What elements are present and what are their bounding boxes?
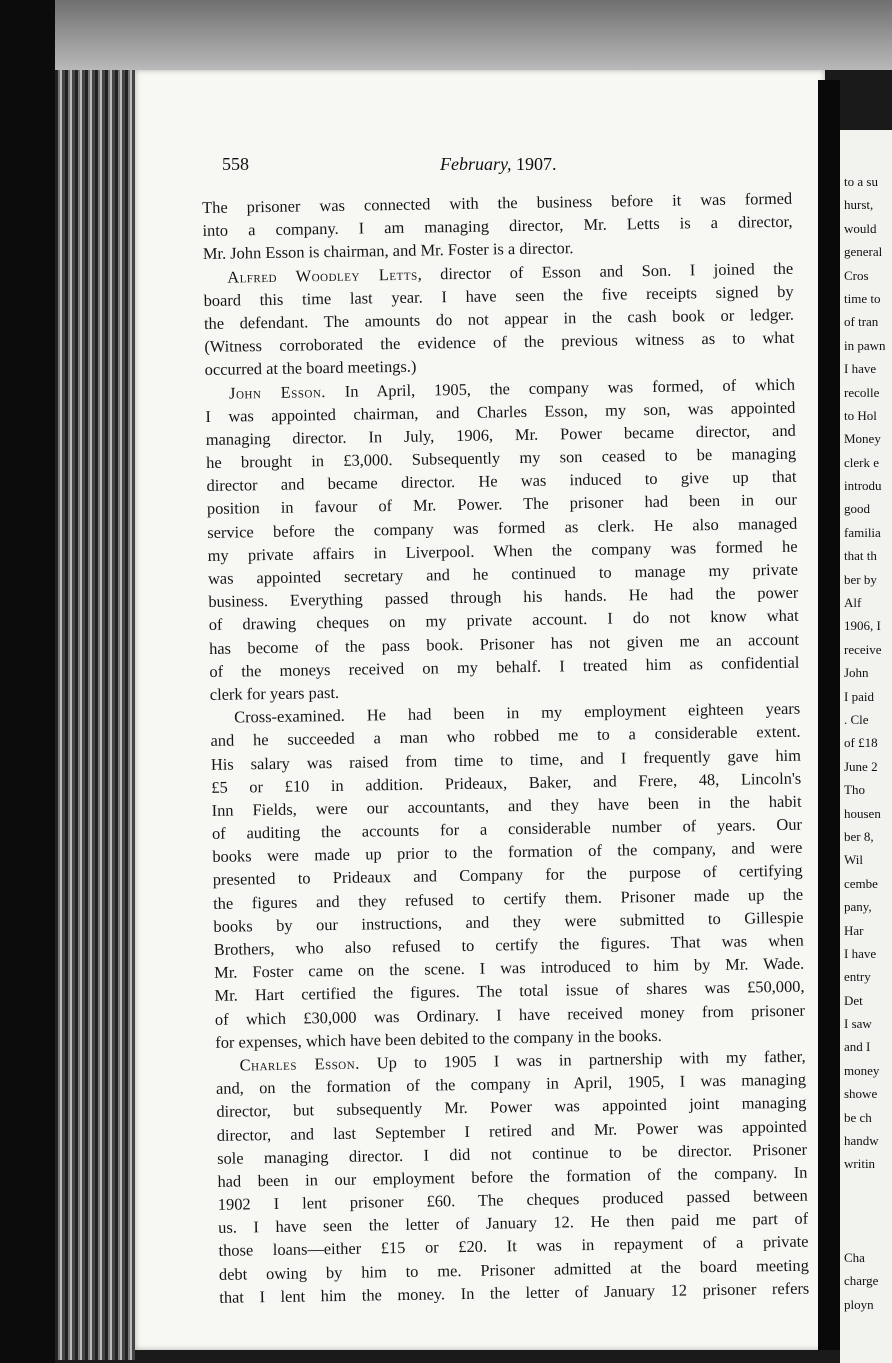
adjacent-page-line: I have (844, 361, 877, 377)
text-line: occurred at the board meetings.) (204, 356, 417, 380)
text-line-rest: In April, 1905, the company was formed, of which (325, 374, 796, 401)
adjacent-page-line: Tho (844, 782, 865, 798)
text-line: Mr. Hart certified the figures. The total issue of shares was £50,000, (214, 977, 805, 1006)
text-line: had been in our employment before the formation of the company. In (217, 1162, 808, 1191)
text-line: director, and last September I retired and Mr. Power was appointed (216, 1116, 807, 1145)
adjacent-page-line: handw (844, 1133, 879, 1149)
speaker-name: Alfred Woodley Letts (227, 264, 418, 287)
text-line: of auditing the accounts for a considerable number of years. Our (211, 814, 803, 843)
text-line: and, on the formation of the company in April, 1905, I was managing (215, 1069, 807, 1099)
text-line: His salary was raised from time to time, and I frequently gave him (210, 745, 801, 774)
adjacent-page-line: housen (844, 805, 881, 821)
adjacent-page-line: ber 8, (844, 828, 874, 844)
text-line: clerk for years past. (209, 682, 340, 704)
adjacent-page-line: John (844, 665, 869, 681)
text-line: books by our instructions, and they were submitted to Gillespie (213, 907, 804, 936)
text-line: 1902 I lent prisoner £60. The cheques produced passed between (217, 1185, 808, 1214)
text-line: (Witness corroborated the evidence of the previous witness as to what (204, 327, 795, 357)
adjacent-page-line: introdu (844, 478, 882, 494)
adjacent-page-line: Wil (844, 852, 863, 868)
text-line: debt owing by him to me. Prisoner admitted at the board meeting (218, 1255, 810, 1284)
adjacent-page-line: showe (844, 1086, 878, 1102)
adjacent-page-line: Money (844, 431, 881, 447)
text-line: sole managing director. I did not continue to be director. Prisoner (216, 1139, 808, 1168)
text-line-rest: Up to 1905 I was in partnership with my father, (359, 1046, 806, 1073)
adjacent-page-line: good (844, 501, 870, 517)
text-line: was appointed secretary and he continued to manage my private (207, 559, 799, 588)
text-line: I was appointed chairman, and Charles Esson, my son, was appointed (205, 397, 796, 426)
text-line: of the moneys received on my behalf. I treated him as confidential (209, 652, 800, 681)
text-line-rest: , director of Esson and Son. I joined the (417, 258, 794, 284)
adjacent-page-line: pany, (844, 899, 872, 915)
speaker-name: Charles Esson. (239, 1053, 360, 1075)
text-line: board this time last year. I have seen the five receipts signed by (203, 281, 794, 310)
adjacent-page-line: of tran (844, 314, 879, 330)
text-line: director and became director. He was induced to give up that (206, 466, 797, 496)
adjacent-page-line: Cros (844, 267, 869, 283)
adjacent-page-line: money (844, 1062, 880, 1078)
scan-top-border (0, 0, 892, 70)
text-line: of which £30,000 was Ordinary. I have received money from prisoner (214, 1000, 806, 1029)
text-line: the defendant. The amounts do not appear in the cash book or ledger. (203, 304, 795, 333)
text-line: my private affairs in Liverpool. When the company was formed he (207, 536, 798, 565)
adjacent-page-line: time to (844, 290, 881, 306)
text-line: and he succeeded a man who robbed me to a considerable extent. (210, 721, 801, 751)
text-line: position in favour of Mr. Power. The prisoner had been in our (206, 490, 797, 519)
text-line: Mr. John Esson is chairman, and Mr. Foster is a director. (202, 238, 574, 264)
adjacent-page-line: clerk e (844, 454, 880, 470)
adjacent-page-fragment (840, 130, 892, 1363)
scan-left-border (0, 0, 55, 1363)
adjacent-page-line (844, 1223, 892, 1246)
adjacent-page-line: familia (844, 524, 881, 540)
adjacent-page-line: writin (844, 1156, 876, 1172)
text-line: £5 or £10 in addition. Prideaux, Baker, and Frere, 48, Lincoln's (211, 768, 802, 797)
text-line: us. I have seen the letter of January 12. He then paid me part of (218, 1208, 809, 1238)
text-line: Inn Fields, were our accountants, and they have been in the habit (211, 791, 802, 820)
running-title-year: 1907. (516, 154, 557, 174)
page-number: 558 (222, 154, 249, 174)
text-line: managing director. In July, 1906, Mr. Power became director, and (205, 420, 796, 449)
adjacent-page-line: cembe (844, 875, 878, 891)
book-gutter (818, 80, 840, 1350)
text-line: into a company. I am managing director, Mr. Letts is a director, (202, 211, 793, 241)
adjacent-page-line: to a su (844, 174, 878, 189)
adjacent-page-line: I saw (844, 1016, 872, 1032)
adjacent-page-line: would (844, 220, 877, 236)
text-line: service before the company was formed as clerk. He also managed (207, 513, 798, 542)
text-line: Brothers, who also refused to certify the figures. That was when (213, 930, 804, 959)
adjacent-page-line: in pawn (844, 337, 886, 353)
text-line: books were made up prior to the formation of the company, and were (212, 837, 803, 867)
adjacent-page-line: 1906, I (844, 618, 881, 634)
adjacent-page-line (844, 1176, 892, 1199)
running-title-month: February, (440, 154, 512, 174)
text-line: The prisoner was connected with the business before it was formed (202, 188, 793, 217)
adjacent-page-line: to Hol (844, 407, 877, 423)
adjacent-page-line: June 2 (844, 758, 878, 774)
adjacent-page-line: charge (844, 1273, 879, 1289)
adjacent-page-line: and I (844, 1039, 871, 1055)
adjacent-page-line: ber by (844, 571, 877, 587)
text-line: business. Everything passed through his hands. He had the power (208, 582, 799, 612)
adjacent-page-line: Cha (844, 1249, 865, 1265)
text-line: that I lent him the money. In the letter of January 12 prisoner refers (219, 1278, 810, 1307)
text-line: presented to Prideaux and Company for the purpose of certifying (212, 861, 803, 890)
adjacent-page-line: ployn (844, 1296, 874, 1312)
text-line: Mr. Foster came on the scene. I was introduced to him by Mr. Wade. (214, 953, 805, 983)
text-line: for expenses, which have been debited to the company in the books. (215, 1025, 662, 1052)
adjacent-page-line: receive (844, 641, 882, 657)
adjacent-page-line: I paid (844, 688, 874, 704)
adjacent-page-line: I have (844, 945, 877, 961)
page-header (220, 150, 810, 180)
adjacent-page-line: Har (844, 922, 864, 938)
adjacent-page-line: general (844, 244, 883, 260)
text-line: he brought in £3,000. Subsequently my son ceased to be managing (206, 443, 797, 473)
adjacent-page-line: entry (844, 969, 871, 985)
running-title (440, 154, 557, 175)
adjacent-page-line (844, 1199, 892, 1222)
adjacent-page-line: Det (844, 992, 863, 1008)
adjacent-page-line: hurst, (844, 197, 874, 213)
text-line: of drawing cheques on my private account. I do not know what (208, 606, 799, 635)
adjacent-page-line: of £18 (844, 735, 878, 751)
adjacent-page-line: be ch (844, 1109, 872, 1125)
text-line: director, but subsequently Mr. Power was appointed joint managing (216, 1092, 807, 1122)
adjacent-page-text (840, 130, 892, 1316)
text-line: those loans—either £15 or £20. It was in repayment of a private (218, 1232, 809, 1261)
text-line: has become of the pass book. Prisoner has not given me an account (208, 629, 800, 658)
text-line: Cross-examined. He had been in my employment eighteen years (234, 698, 801, 727)
text-line: the figures and they refused to certify them. Prisoner made up the (212, 884, 804, 913)
speaker-name: John Esson. (228, 381, 327, 403)
adjacent-page-line: recolle (844, 384, 880, 400)
book-binding-edge (55, 70, 135, 1360)
adjacent-page-line: that th (844, 548, 877, 564)
adjacent-page-line: . Cle (844, 711, 869, 727)
page-body (202, 187, 809, 1309)
adjacent-page-line: Alf (844, 595, 862, 611)
